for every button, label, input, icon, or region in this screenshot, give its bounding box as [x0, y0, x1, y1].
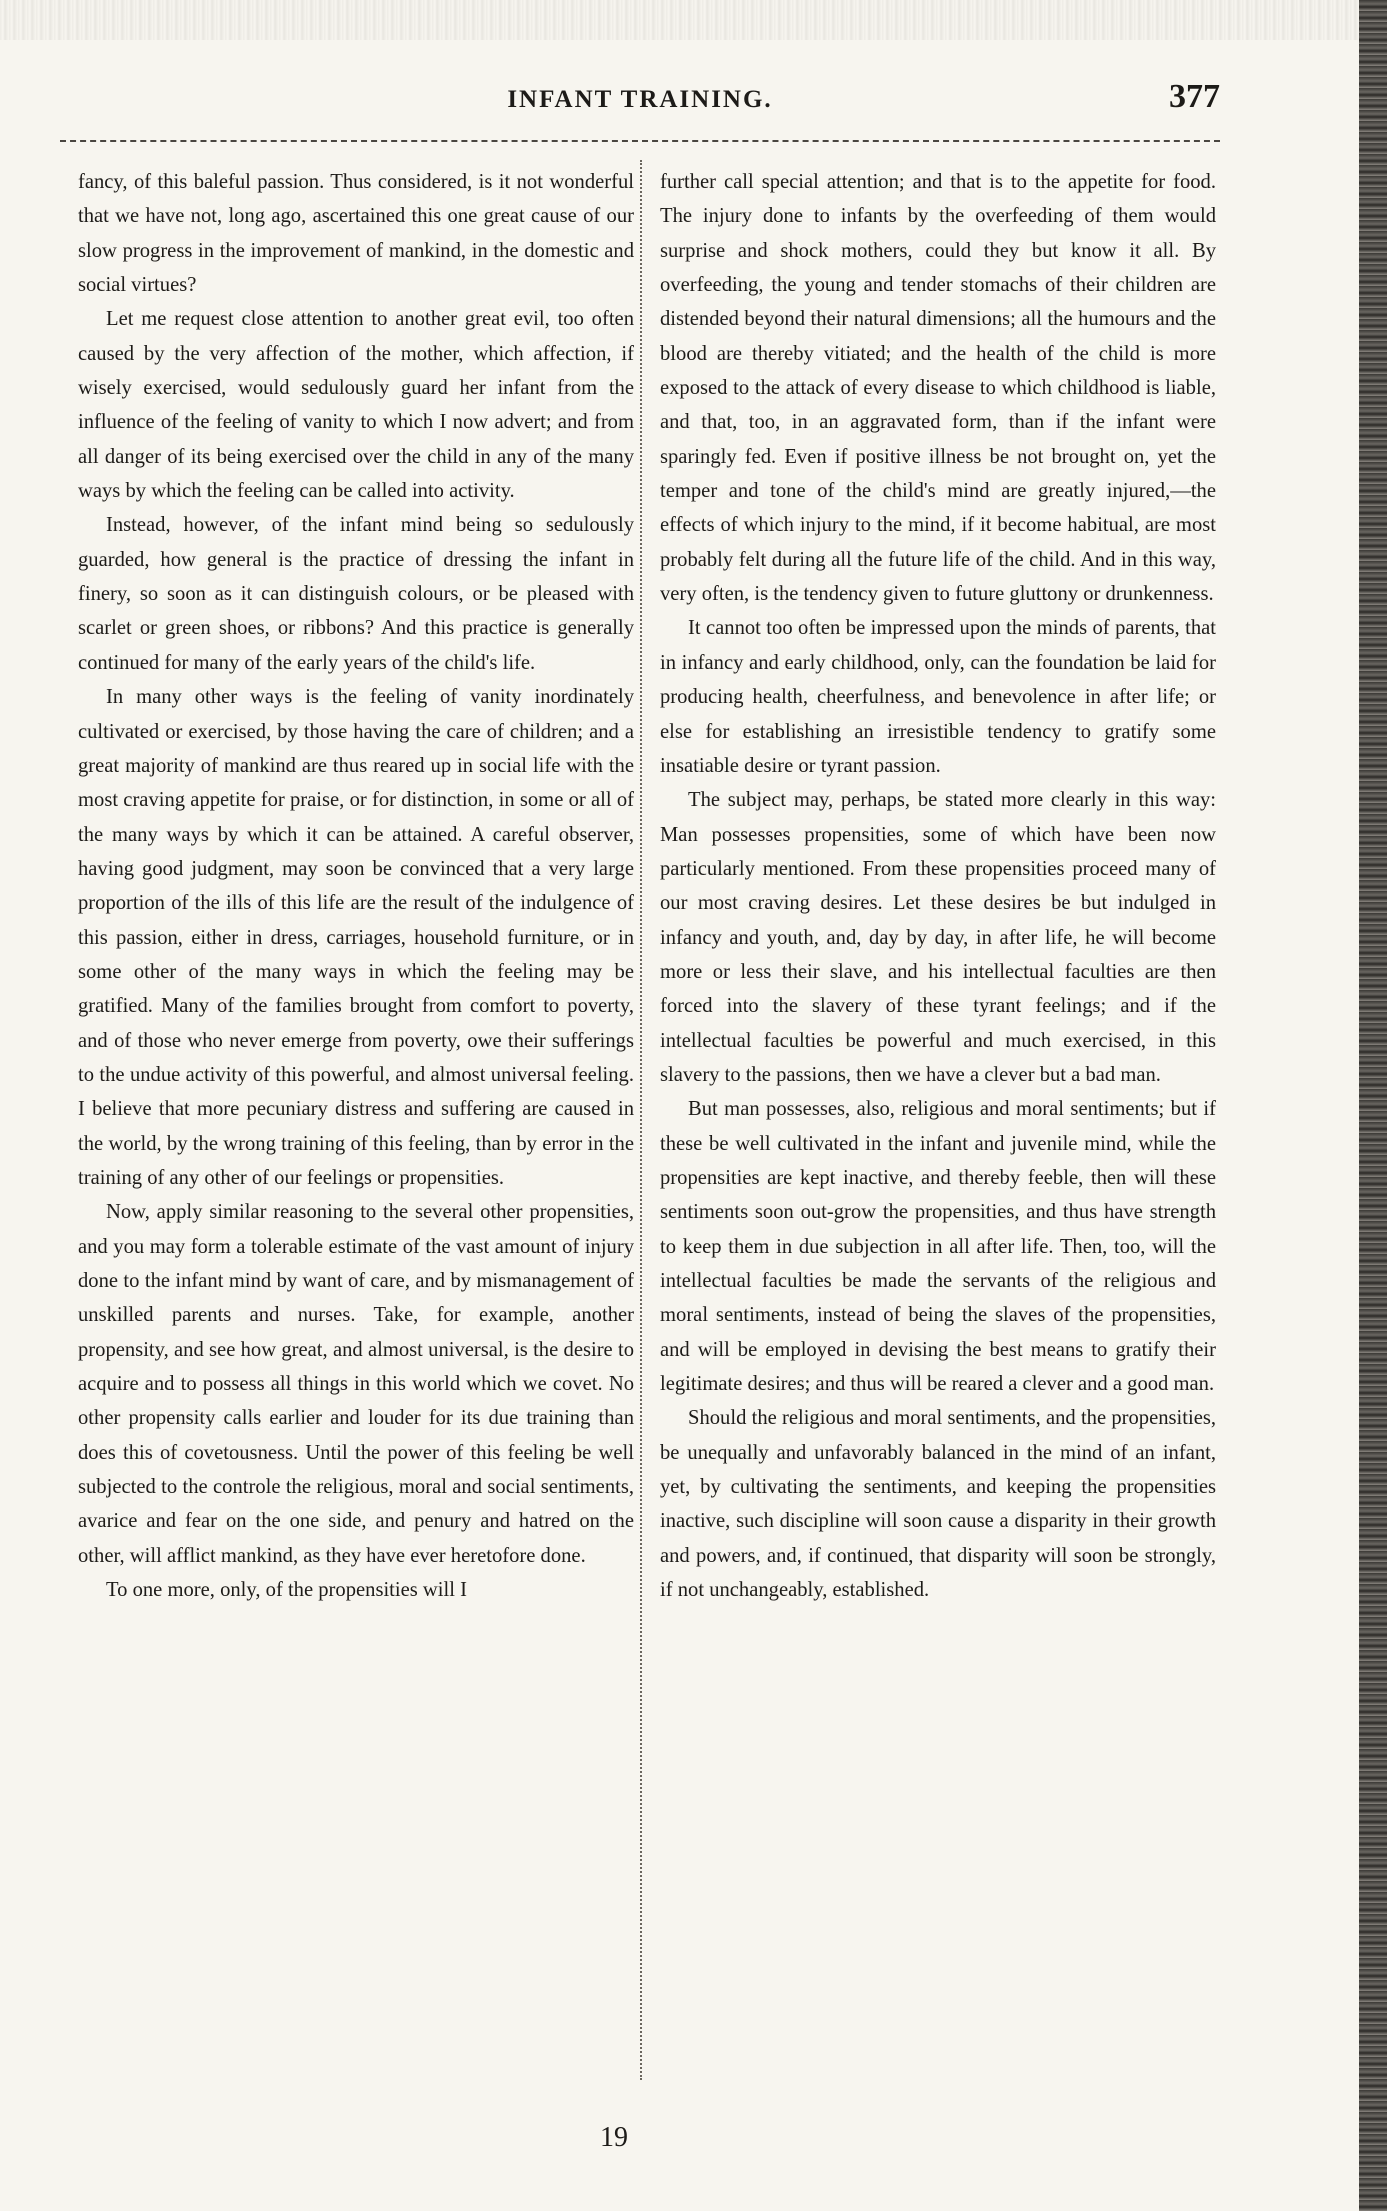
paragraph: further call special attention; and that is to the appetite for food. The injury done to infants by the overfeeding of them would surprise and shock mothers, could they but know it all. By overfeeding, the young and tender stomachs of their children are distended beyond their natural dimensions; all the humours and the blood are thereby vitiated; and the health of the child is more exposed to the attack of every disease to which childhood is liable, and that, too, in an aggravated form, than if the infant were sparingly fed. Even if positive illness be not brought on, yet the temper and tone of the child's mind are greatly injured,—the effects of which injury to the mind, if it become habitual, are most probably felt during all the future life of the child. And in this way, very often, is the tendency given to future gluttony or drunkenness.: [660, 171, 1216, 606]
paragraph: It cannot too often be impressed upon the minds of parents, that in infancy and early childhood, only, can the foundation be laid for producing health, cheerfulness, and benevolence in after life; or else for establishing an irresistible tendency to gratify some insatiable desire or tyrant passion.: [660, 617, 1216, 777]
left-column: [78, 165, 634, 1607]
running-title: INFANT TRAINING.: [507, 86, 773, 113]
page-number: 377: [1169, 78, 1220, 115]
paragraph: In many other ways is the feeling of vanity inordinately cultivated or exercised, by those having the care of children; and a great majority of mankind are thus reared up in social life with the most craving appetite for praise, or for distinction, in some or all of the many ways by which it can be attained. A careful observer, having good judgment, may soon be convinced that a very large proportion of the ills of this life are the result of the indulgence of this passion, either in dress, carriages, household furniture, or in some other of the many ways in which the feeling may be gratified. Many of the families brought from comfort to poverty, and of those who never emerge from poverty, owe their sufferings to the undue activity of this powerful, and almost universal feeling. I believe that more pecuniary distress and suffering are caused in the world, by the wrong training of this feeling, than by error in the training of any other of our feelings or propensities.: [78, 686, 634, 1189]
paragraph: Now, apply similar reasoning to the several other propensities, and you may form a tolerable estimate of the vast amount of injury done to the infant mind by want of care, and by mismanagement of unskilled parents and nurses. Take, for example, another propensity, and see how great, and almost universal, is the desire to acquire and to possess all things in this world which we covet. No other propensity calls earlier and louder for its due training than does this of covetousness. Until the power of this feeling be well subjected to the controle the religious, moral and social sentiments, avarice and fear on the one side, and penury and hatred on the other, will afflict mankind, as they have ever heretofore done.: [78, 1201, 634, 1567]
page-binding-edge: [1359, 0, 1387, 2211]
paragraph: The subject may, perhaps, be stated more clearly in this way: Man possesses propensities, some of which have been now particularly mentioned. From these propensities proceed many of our most craving desires. Let these desires be but indulged in infancy and youth, and, day by day, in after life, he will become more or less their slave, and his intellectual faculties are then forced into the slavery of these tyrant feelings; and if the intellectual faculties be powerful and much exercised, in this slavery to the passions, then we have a clever but a bad man.: [660, 789, 1216, 1086]
right-column: [660, 165, 1216, 1607]
paragraph: Should the religious and moral sentiments, and the propensities, be unequally and unfavorably balanced in the mind of an infant, yet, by cultivating the sentiments, and keeping the propensities inactive, such discipline will soon cause a disparity in their growth and powers, and, if continued, that disparity will soon be strongly, if not unchangeably, established.: [660, 1407, 1216, 1602]
paragraph: Let me request close attention to another great evil, too often caused by the very affection of the mother, which affection, if wisely exercised, would sedulously guard her infant from the influence of the feeling of vanity to which I now advert; and from all danger of its being exercised over the child in any of the many ways by which the feeling can be called into activity.: [78, 308, 634, 503]
signature-mark: 19: [600, 2122, 628, 2153]
paragraph: To one more, only, of the propensities will I: [106, 1579, 467, 1602]
column-divider: [640, 160, 642, 2080]
running-head: [60, 78, 1220, 128]
header-rule: [60, 140, 1220, 142]
paragraph: Instead, however, of the infant mind being so sedulously guarded, how general is the practice of dressing the infant in finery, so soon as it can distinguish colours, or be pleased with scarlet or green shoes, or ribbons? And this practice is generally continued for many of the early years of the child's life.: [78, 514, 634, 674]
scan-noise-strip: [0, 0, 1360, 40]
paragraph: But man possesses, also, religious and moral sentiments; but if these be well cultivated in the infant and juvenile mind, while the propensities are kept inactive, and thereby feeble, then will these sentiments soon out-grow the propensities, and thus have strength to keep them in due subjection in all after life. Then, too, will the intellectual faculties be made the servants of the religious and moral sentiments, instead of being the slaves of the propensities, and will be employed in devising the best means to gratify their legitimate desires; and thus will be reared a clever and a good man.: [660, 1098, 1216, 1396]
paragraph: fancy, of this baleful passion. Thus considered, is it not wonderful that we have not, long ago, ascertained this one great cause of our slow progress in the improvement of mankind, in the domestic and social virtues?: [78, 171, 634, 297]
